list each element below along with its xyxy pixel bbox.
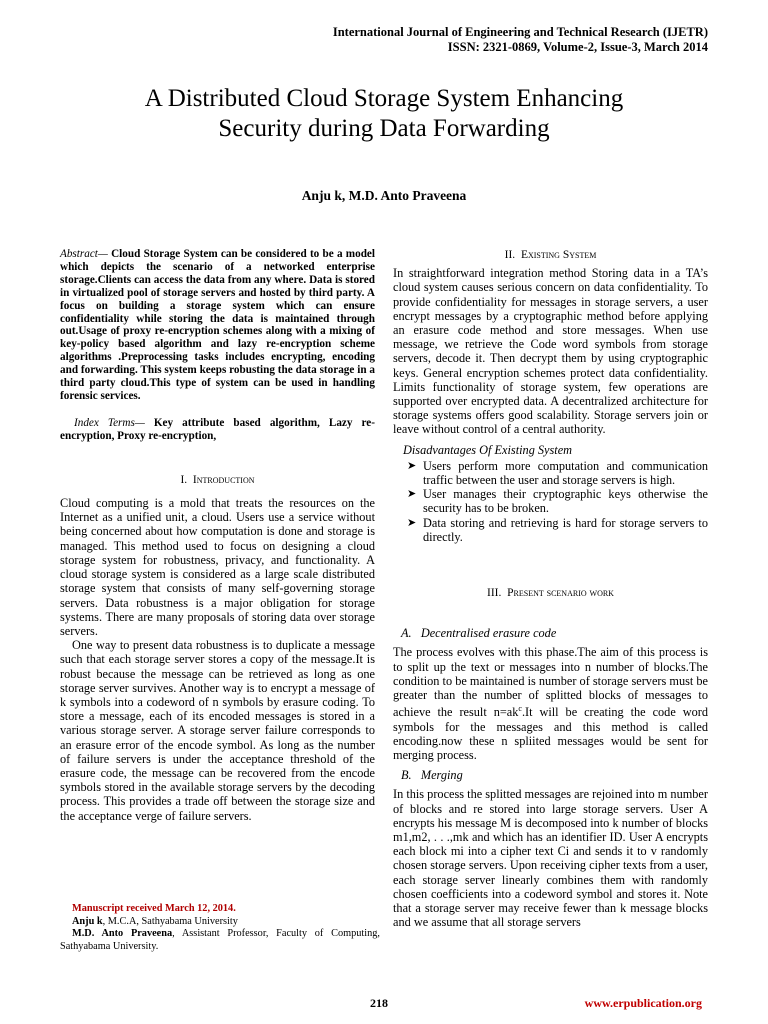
abstract-text: Cloud Storage System can be considered to be a model which depicts the scenario of a networked enterprise storage.Clients can access the data from any where. Data is stored in virtualized pool of storage servers and hosted by third party. A focus on building a storage system which can ensure confidentiality while storing the data is maintained through out.Usage of proxy re-encryption schemes along with a mixing of key-policy based algorithm and lazy re-encryption scheme algorithms .Preprocessing tasks includes encrypting, encoding and forwarding. This system keeps robusting the data storage in a third party cloud.This type of system can be used in handling forensic services. <box>60 248 375 402</box>
left-column <box>60 248 375 823</box>
footnote-author-1-affiliation: , M.C.A, Sathyabama University <box>102 915 238 927</box>
superscript: c <box>518 704 522 714</box>
manuscript-received: Manuscript received March 12, 2014. <box>72 903 236 914</box>
list-item <box>393 516 708 544</box>
list-item-text: User manages their cryptographic keys otherwise the security has to be broken. <box>423 487 708 516</box>
footnote-author-1-name: Anju k <box>72 915 103 927</box>
intro-paragraph-2: One way to present data robustness is to duplicate a message such that each storage server stores a copy of the message.It is robust because the message can be retrieved as long as one storage server survives. Another way is to encrypt a message of k symbols into a codeword of n symbols by erasure coding. To store a message, each of its encoded messages is stored in a various storage server. A storage server failure corresponds to an erasure error of the encode symbol. As long as the number of failure servers is under the acceptance threshold of the erasure code, the message can be recovered from the encode symbols stored in the available storage servers by the decoding process. This provides a trade off between the storage size and the acceptance verge of failure servers. <box>60 638 375 823</box>
footnote-author-2 <box>60 928 380 953</box>
section-number: II. <box>504 249 516 261</box>
paper-title-line2: Security during Data Forwarding <box>218 115 550 142</box>
paragraph-text: .It will be creating the code word symbols for the messages and this method is called encoding.now these n spliited messages would be sent for merging process. <box>393 705 708 762</box>
journal-name: International Journal of Engineering and Technical Research (IJETR) <box>332 25 708 39</box>
subsection-title: Merging <box>420 768 463 783</box>
list-item <box>393 459 708 487</box>
list-item-text: Users perform more computation and communication traffic between the user and storage servers is high. <box>423 458 708 488</box>
arrow-bullet-icon: ➤ <box>407 488 417 501</box>
page-number: 218 <box>370 996 388 1010</box>
list-item <box>393 487 708 515</box>
abstract <box>60 248 375 403</box>
decentralised-erasure-paragraph <box>393 645 708 762</box>
existing-paragraph: In straightforward integration method Storing data in a TA’s cloud system causes serious concern on data confidentiality. To provide confidentiality for messages in storage servers, a user encrypt messages by a cryptographic method before applying an erasure code method and store messages. When use message, we retrieve the Code word symbols from storage servers, decode it. Then decrypt them by using cryptographic keys. General encryption schemes protect data confidentiality. Limits functionality of storage system, few operations are supported over encrypted data. A decentralized architecture for storage systems offers good scalability. Storage servers join or leave without control of a central authority. <box>393 266 708 437</box>
index-terms-lead: Index Terms— <box>74 416 145 429</box>
footnote-author-2-name: M.D. Anto Praveena <box>72 928 173 939</box>
footnote-author-1 <box>60 916 380 929</box>
paragraph-text: The process evolves with this phase.The aim of this process is to split up the text or messages into n number of blocks.The condition to be maintained is number of storage servers must be greater than the number of splitted blocks of messages to achieve the result n=ak <box>393 645 708 720</box>
section-title: Introduction <box>192 473 255 486</box>
section-number: III. <box>487 587 502 600</box>
journal-issn: ISSN: 2321-0869, Volume-2, Issue-3, March 2014 <box>447 40 708 54</box>
subsection-heading-a <box>393 626 708 640</box>
subsection-label: A. <box>401 626 412 641</box>
arrow-bullet-icon: ➤ <box>407 516 417 529</box>
journal-header <box>333 25 708 55</box>
intro-paragraph-1: Cloud computing is a mold that treats the resources on the Internet as a unified unit, a cloud. Users use a service without being concerned about how computation is done and storage is managed. This method used to focus on designing a cloud storage system for robustness, privacy, and functionality. A cloud storage system is considered as a large scale distributed storage system that consists of many self-governing storage servers. Data robustness is a major obligation for storage systems. There are many proposals of storing data over storage servers. <box>60 496 375 638</box>
paper-title-line1: A Distributed Cloud Storage System Enhancing <box>144 85 624 112</box>
section-title: Present scenario work <box>507 587 614 600</box>
subsection-heading-b <box>393 768 708 782</box>
paper-title <box>0 84 768 144</box>
footnote-author-2-affiliation: , Assistant Professor, Faculty of Computing, Sathyabama University. <box>60 928 380 952</box>
section-title: Existing System <box>520 249 597 261</box>
arrow-bullet-icon: ➤ <box>407 459 417 472</box>
index-terms-text: Key attribute based algorithm, Lazy re-encryption, Proxy re-encryption, <box>60 416 375 442</box>
publisher-website-link[interactable]: www.erpublication.org <box>584 996 702 1010</box>
section-heading-introduction <box>60 473 375 487</box>
footnote <box>60 903 380 953</box>
disadvantages-list <box>393 459 708 544</box>
merging-paragraph: In this process the splitted messages are rejoined into m number of blocks and re stored into large storage servers. User A encrypts his message M is decomposed into k number of blocks m1,m2, . . .,mk and which has an identifier ID. User A encrypts each block mi into a cipher text Ci and sends it to v randomly chosen storage servers. Upon receiving cipher texts from a user, each storage server linearly combines them with randomly chosen coefficients into a codeword symbol and stores it. Note that a storage server may receive fewer than k message blocks and we assume that all storage servers <box>393 787 708 930</box>
index-terms <box>60 417 375 443</box>
section-heading-existing-system <box>393 248 708 262</box>
subsection-title: Decentralised erasure code <box>420 626 557 641</box>
paper-authors: Anju k, M.D. Anto Praveena <box>301 188 467 203</box>
disadvantages-heading: Disadvantages Of Existing System <box>403 442 573 457</box>
right-column <box>393 248 708 929</box>
list-item-text: Data storing and retrieving is hard for storage servers to directly. <box>423 515 708 544</box>
section-heading-present-scenario <box>393 586 708 600</box>
subsection-label: B. <box>401 768 412 783</box>
section-number: I. <box>180 473 188 486</box>
abstract-lead: Abstract— <box>60 248 108 260</box>
